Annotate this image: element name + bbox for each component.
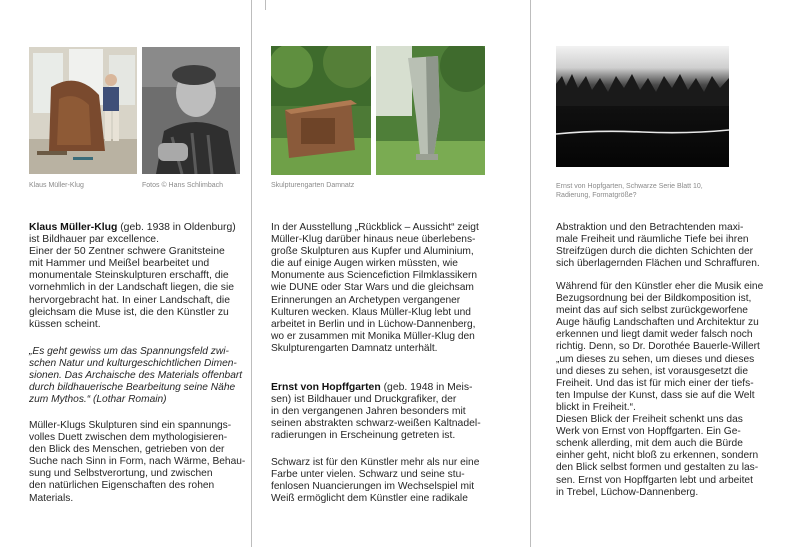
paragraph-schwarz: Schwarz ist für den Künstler mehr als nur eine Farbe unter vielen. Schwarz und seine stu- fenlosen Nuancierungen im Wechselspiel mit Weiß ermöglicht dem Künstler eine radikale	[271, 457, 480, 505]
artist-name-mueller-klug: Klaus Müller-Klug	[29, 222, 118, 233]
paragraph-duett: Müller-Klugs Skulpturen sind ein spannungs- volles Duett zwischen dem mythologisieren- den Blick des Menschen, getrieben von der Suche nach Sinn in Form, nach Wärme, Behau- sung und Selbstverortung, und zwischen den natürlichen Eigenschaften des rohen Materials.	[29, 420, 246, 504]
artwork-schwarze-serie	[556, 46, 729, 167]
photo-sculpture-garden-box	[271, 46, 371, 175]
column-divider-left	[251, 0, 252, 547]
photo-sculptor-workshop	[29, 47, 137, 174]
paragraph-abstraktion: Abstraktion und den Betrachtenden maxi- male Freiheit und räumliche Tiefe bei ihren Streifzügen durch die dichten Schichten der sich überlagernden Flächen und Schraffuren.	[556, 222, 760, 270]
photo-sculpture-garden-figure	[376, 46, 485, 175]
paragraph-ausstellung: In der Ausstellung „Rückblick – Aussicht“ zeigt Müller-Klug darüber hinaus neue überlebens- große Skulpturen aus Kupfer und Aluminium, die auf einige Augen wirken müssten, wie Monumente aus Sciencefiction Filmklassikern wie DUNE oder Star Wars und die gleichsam Erinnerungen an Archetypen vergangener Kulturen wecken. Klaus Müller-Klug lebt und arbeitet in Berlin und in Lüchow-Dannenberg, wo er zusammen mit Monika Müller-Klug den Skulpturengarten Damnatz unterhält.	[271, 222, 479, 354]
photo-credit: Fotos © Hans Schlimbach	[142, 182, 224, 189]
photo-caption-name: Klaus Müller-Klug	[29, 182, 84, 189]
photo-sculptor-portrait	[142, 47, 240, 174]
artwork-caption: Ernst von Hopfgarten, Schwarze Serie Blatt 10, Radierung, Formatgröße?	[556, 183, 703, 199]
quote-lothar-romain: „Es geht gewiss um das Spannungsfeld zwi- schen Natur und kulturgeschichtlichen Dimen- sionen. Das Archaische des Materials offenbart durch bildhauerische Bearbeitung seine Nähe zum Mythos.“ (Lothar Romain)	[29, 346, 243, 406]
photo-caption-garden: Skulpturengarten Damnatz	[271, 182, 355, 189]
artist-name-hopffgarten: Ernst von Hopffgarten	[271, 382, 381, 393]
top-tick	[265, 0, 266, 10]
column-divider-right	[530, 0, 531, 547]
bio-paragraph-mueller-klug: Klaus Müller-Klug (geb. 1938 in Oldenburg) ist Bildhauer par excellence. Einer der 50 Zentner schwere Granitsteine mit Hammer und Meißel bearbeitet und monumentale Steinskulpturen erschafft, die vornehmlich in der Landschaft liegen, die sie hervorgebracht hat. In einer Landschaft, die gleichsam die Muse ist, die den Künstler zu küssen scheint.	[29, 222, 236, 330]
paragraph-musik-freiheit: Während für den Künstler eher die Musik eine Bezugsordnung bei der Bildkomposition ist, meint das auf sich selbst zurückgeworfene Auge häufig Landschaften und Architektur zu erkennen und liegt damit weder falsch noch richtig. Denn, so Dr. Dorothée Bauerle-Willert „um dieses zu sehen, um dieses und dieses und dieses zu sehen, ist vorausgesetzt die Freiheit. Und das ist für mich einer der tiefs- ten Impulse der Kunst, dass sie auf die Welt blickt in Freiheit.“. Diesen Blick der Freiheit schenkt uns das Werk von Ernst von Hopffgarten. Ein Ge- schenk allerding, mit dem auch die Bürde einher geht, nicht bloß zu erkennen, sondern den Blick selbst formen und gestalten zu las- sen. Ernst von Hopffgarten lebt und arbeitet in Trebel, Lüchow-Dannenberg.	[556, 281, 764, 498]
bio-paragraph-hopffgarten: Ernst von Hopffgarten (geb. 1948 in Meis- sen) ist Bildhauer und Druckgrafiker, der in den vergangenen Jahren besonders mit seinen abstrakten schwarz-weißen Kaltnadel- radierungen in Erscheinung getreten ist.	[271, 382, 481, 442]
